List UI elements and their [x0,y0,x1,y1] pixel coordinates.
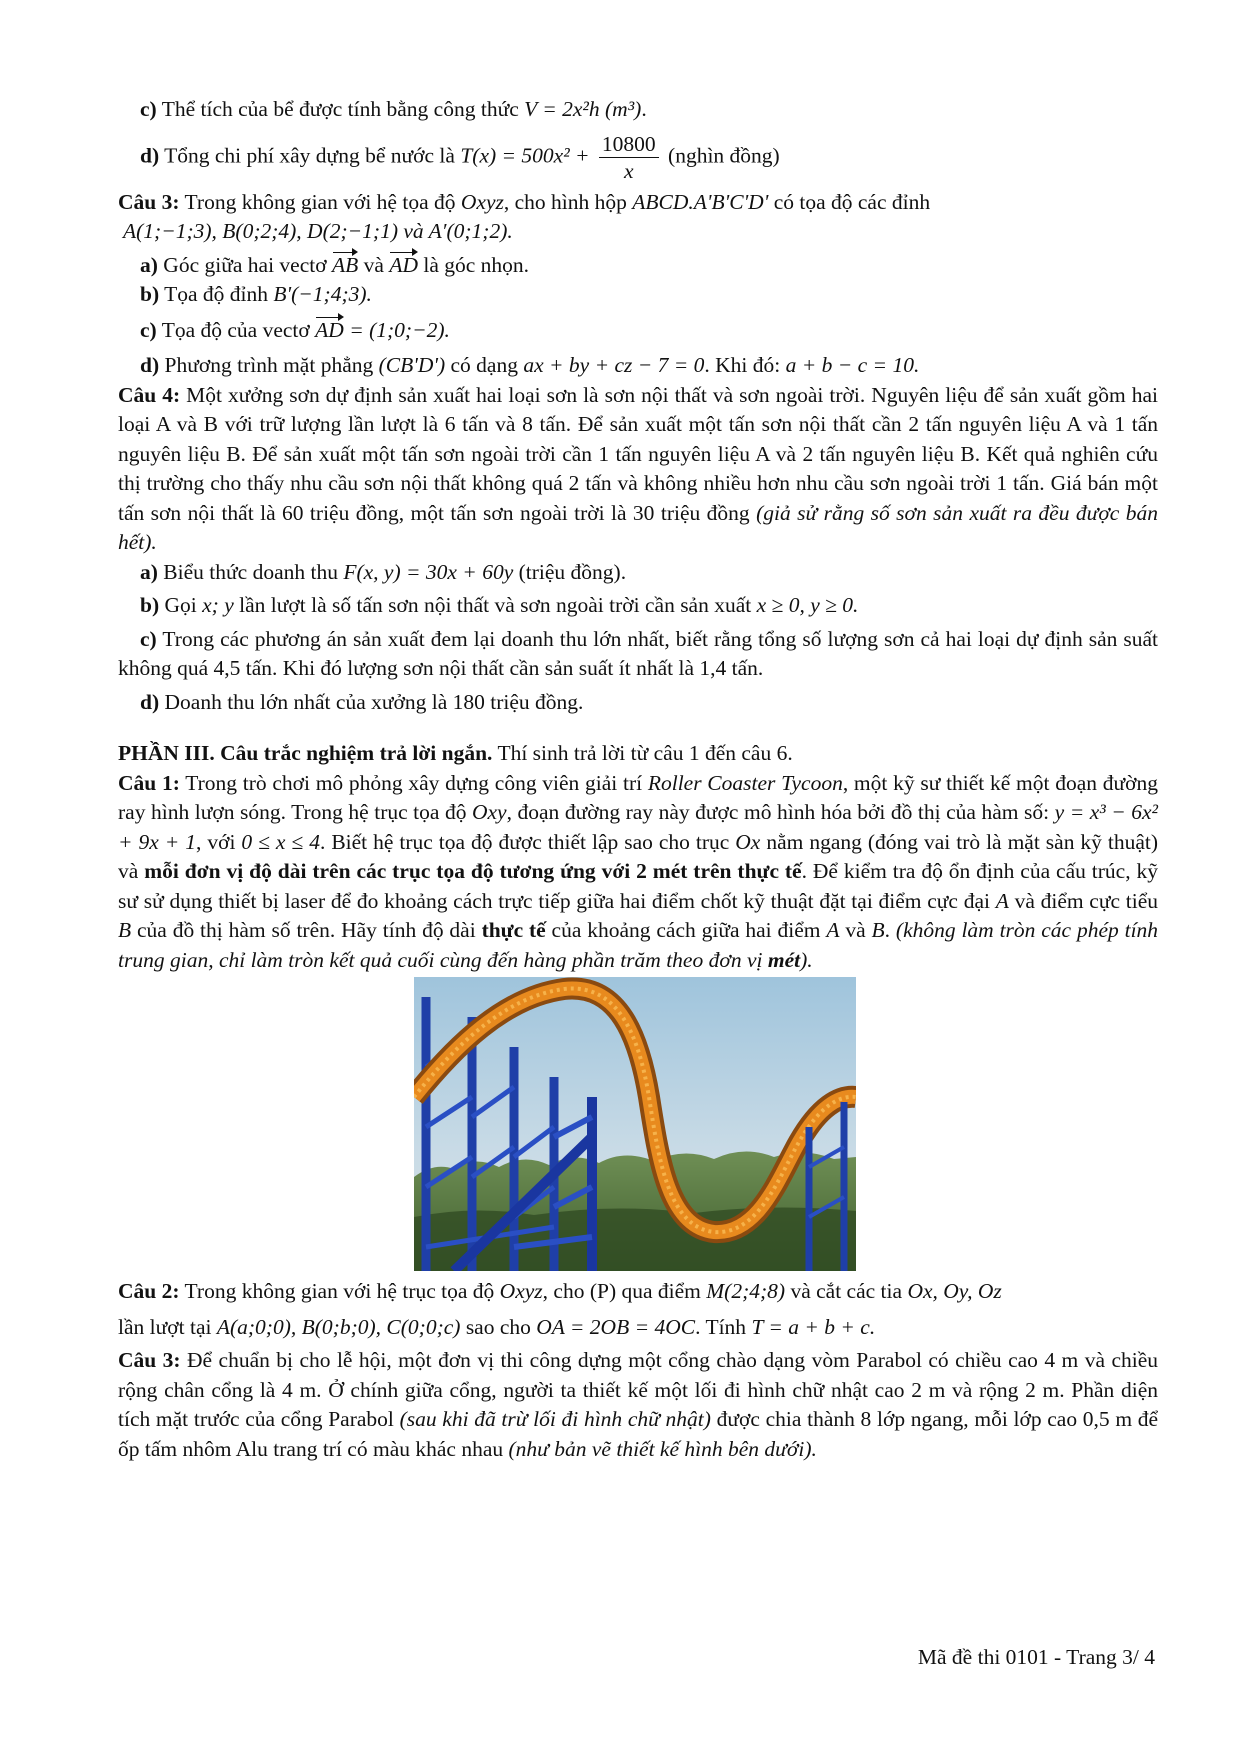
q4-item-b: b) Gọi x; y lần lượt là số tấn sơn nội thất và sơn ngoài trời cần sản xuất x ≥ 0, y ≥ 0. [140,593,859,617]
q3-stem: Câu 3: Trong không gian với hệ tọa độ Oxyz, cho hình hộp ABCD.A'B'C'D' có tọa độ các đỉnh [118,189,931,214]
p3-q2-line2: lần lượt tại A(a;0;0), B(0;b;0), C(0;0;c) sao cho OA = 2OB = 4OC. Tính T = a + b + c. [118,1314,876,1339]
q4-item-c: c) Trong các phương án sản xuất đem lại doanh thu lớn nhất, biết rằng tổng số lượng sơn cả hai loại dự định sản suất không quá 4,5 tấn. Khi đó lượng sơn nội thất cần sản suất ít nhất là 1,4 tấn. [118,626,1158,680]
q4-item-d: d) Doanh thu lớn nhất của xưởng là 180 triệu đồng. [140,689,584,714]
p3-q2: Câu 2: Trong không gian với hệ trục tọa độ Oxyz, cho (P) qua điểm M(2;4;8) và cắt các tia Ox, Oy, Oz [118,1279,1002,1303]
p3-q1: Câu 1: Trong trò chơi mô phỏng xây dựng công viên giải trí Roller Coaster Tycoon, một kỹ sư thiết kế một đoạn đường ray hình lượn sóng. Trong hệ trục tọa độ Oxy, đoạn đường ray này được mô hình hóa bởi đồ thị của hàm số: y = x³ − 6x² + 9x + 1, với 0 ≤ x ≤ 4. Biết hệ trục tọa độ được thiết lập sao cho trục Ox nằm ngang (đóng vai trò là mặt sàn kỹ thuật) và mỗi đơn vị độ dài trên các trục tọa độ tương ứng với 2 mét trên thực tế. Để kiểm tra độ ổn định của cấu trúc, kỹ sư sử dụng thiết bị laser để đo khoảng cách trực tiếp giữa hai điểm chốt kỹ thuật đặt tại điểm cực đại A và điểm cực tiểu B của đồ thị hàm số trên. Hãy tính độ dài thực tế của khoảng cách giữa hai điểm A và B. (không làm tròn các phép tính trung gian, chỉ làm tròn kết quả cuối cùng đến hàng phần trăm theo đơn vị mét). [118,770,1159,972]
vector-ab: AB [332,251,358,281]
roller-coaster-image [414,977,856,1271]
fraction: $\frac{10800}{x}$ [599,131,659,184]
vector-ad: AD [389,251,418,281]
roller-coaster-illustration [414,977,856,1271]
q3-item-a: a) Góc giữa hai vectơ AB và AD là góc nhọn. [118,251,1158,281]
q2-item-d: d) Tổng chi phí xây dựng bể nước là T(x) = 500x² + $\frac{10800}{x}$ (nghìn đồng) [140,131,780,183]
p3-q3: Câu 3: Để chuẩn bị cho lễ hội, một đơn vị thi công dựng một cổng chào dạng vòm Parabol có chiều cao 4 m và chiều rộng chân cổng là 4 m. Ở chính giữa cổng, người ta thiết kế một lối đi hình chữ nhật cao 2 m và rộng 2 m. Phần diện tích mặt trước của cổng Parabol (sau khi đã trừ lối đi hình chữ nhật) được chia thành 8 lớp ngang, mỗi lớp cao 0,5 m để ốp tấm nhôm Alu trang trí có màu khác nhau (như bản vẽ thiết kế hình bên dưới). [118,1348,1159,1461]
q4-item-a: a) Biểu thức doanh thu F(x, y) = 30x + 60y (triệu đồng). [140,559,627,584]
q2-item-c: c) Thể tích của bể được tính bằng công thức V = 2x²h (m³). [140,97,647,121]
q3-item-c: c) Tọa độ của vectơ AD = (1;0;−2). [118,316,1158,346]
page-footer: Mã đề thi 0101 - Trang 3/ 4 [917,1645,1155,1669]
vector-ad: AD [315,316,344,346]
q4-stem: Câu 4: Một xưởng sơn dự định sản xuất hai loại sơn là sơn nội thất và sơn ngoài trời. Nguyên liệu để sản xuất gồm hai loại A và B với trữ lượng lần lượt là 6 tấn và 8 tấn. Để sản xuất một tấn sơn nội thất cần 2 tấn nguyên liệu A và 1 tấn nguyên liệu B. Để sản xuất một tấn sơn ngoài trời cần 1 tấn nguyên liệu A và 2 tấn nguyên liệu B. Kết quả nghiên cứu thị trường cho thấy nhu cầu sơn nội thất không quá 2 tấn và không nhiều hơn nhu cầu sơn ngoài trời 1 tấn. Giá bán một tấn sơn nội thất là 60 triệu đồng, một tấn sơn ngoài trời là 30 triệu đồng (giả sử rằng số sơn sản xuất ra đều được bán hết). [118,382,1159,554]
page-content [118,95,1158,1464]
part3-heading: PHẦN III. Câu trắc nghiệm trả lời ngắn. Thí sinh trả lời từ câu 1 đến câu 6. [118,741,793,765]
q3-item-d: d) Phương trình mặt phẳng (CB'D') có dạng ax + by + cz − 7 = 0. Khi đó: a + b − c = 10. [140,353,920,377]
q3-coords: A(1;−1;3), B(0;2;4), D(2;−1;1) và A′(0;1;2). [123,219,513,243]
q3-item-b: b) Tọa độ đỉnh B'(−1;4;3). [140,282,372,306]
